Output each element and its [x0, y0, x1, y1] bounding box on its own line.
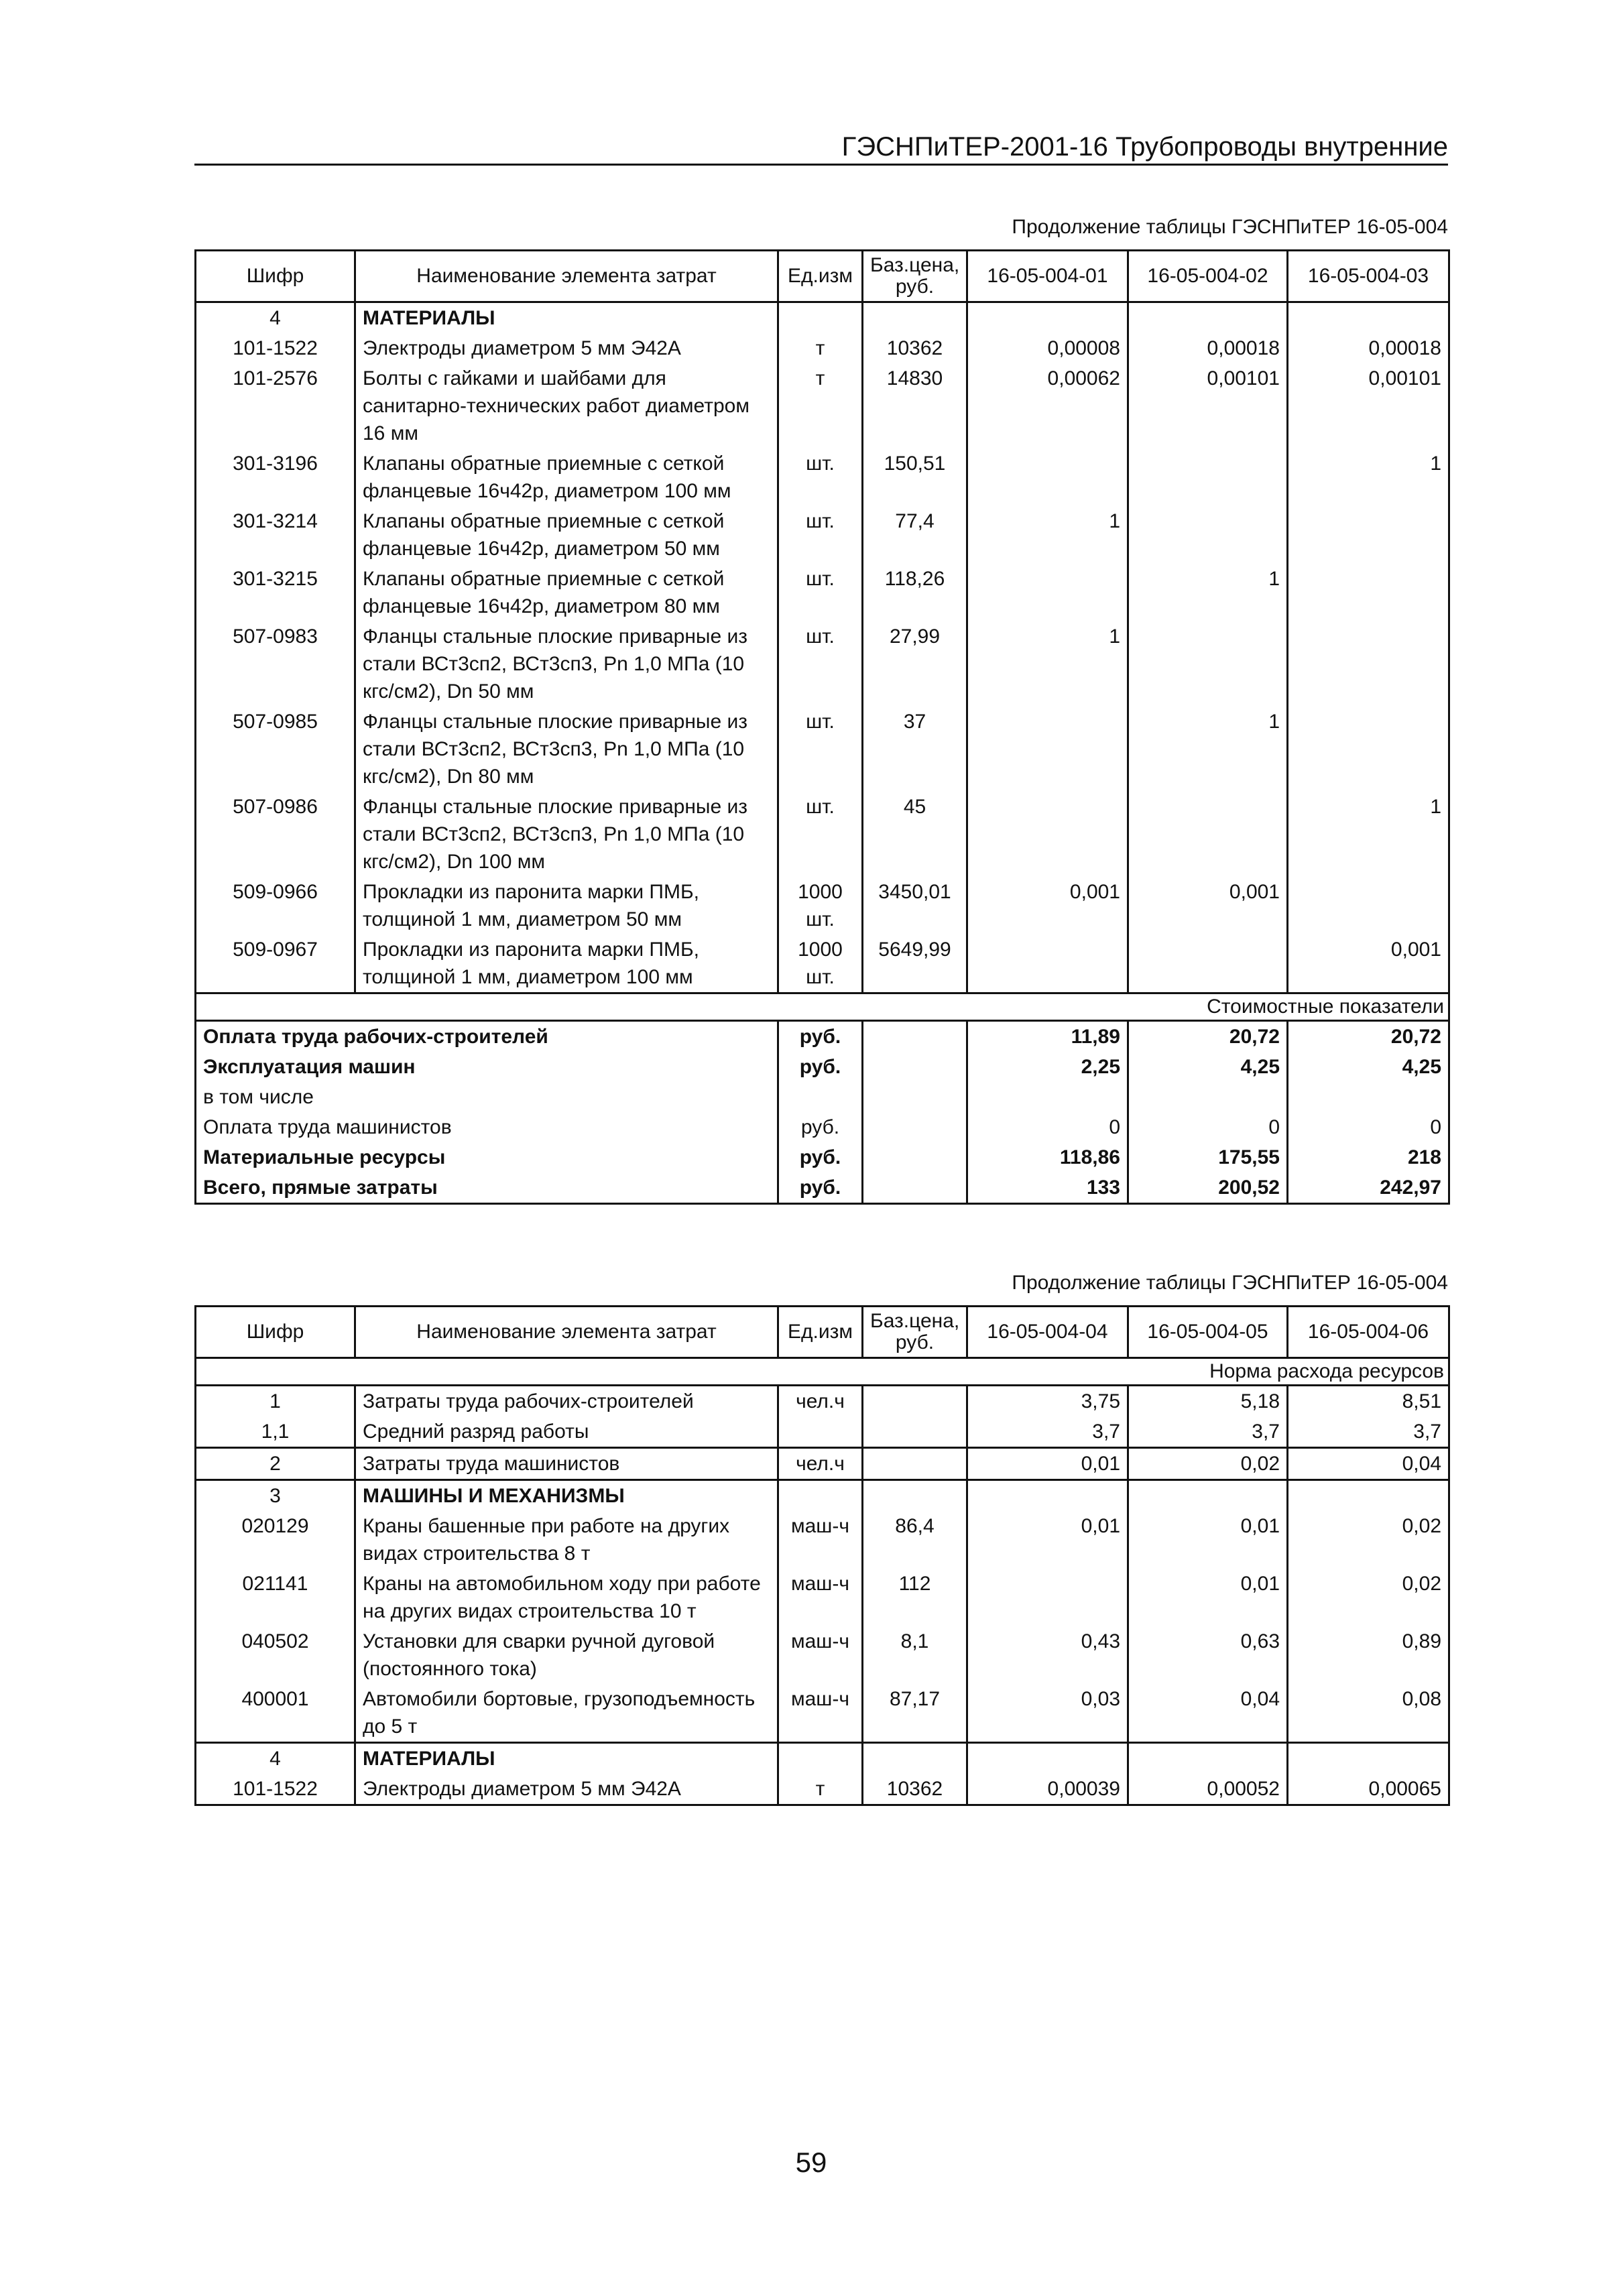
row-code: 507-0983	[196, 621, 355, 707]
cost-row	[196, 1052, 1449, 1082]
row-price: 10362	[863, 1774, 967, 1805]
row-value-2: 0,00101	[1128, 363, 1288, 448]
row-value-3: 0,02	[1288, 1511, 1449, 1569]
row-value-1: 3,7	[967, 1416, 1128, 1448]
table-row	[196, 877, 1449, 934]
row-code: 509-0967	[196, 934, 355, 993]
row-value-1	[967, 934, 1128, 993]
row-value-3: 0,00065	[1288, 1774, 1449, 1805]
row-value-3	[1288, 302, 1449, 334]
table-row	[196, 1480, 1449, 1512]
row-value-2: 5,18	[1128, 1386, 1288, 1417]
cost-value-2: 200,52	[1128, 1172, 1288, 1204]
row-price: 77,4	[863, 506, 967, 564]
row-value-3: 0,08	[1288, 1684, 1449, 1743]
col-header-name: Наименование элемента затрат	[355, 1307, 778, 1358]
table2-header-row	[196, 1307, 1449, 1358]
row-value-2	[1128, 448, 1288, 506]
row-value-1: 0,00008	[967, 333, 1128, 363]
row-value-1	[967, 1569, 1128, 1626]
row-value-3	[1288, 1480, 1449, 1512]
row-code: 400001	[196, 1684, 355, 1743]
table-row	[196, 707, 1449, 792]
row-code: 301-3196	[196, 448, 355, 506]
cost-unit: руб.	[778, 1021, 863, 1052]
table-row	[196, 1448, 1449, 1480]
page-number: 59	[795, 2147, 827, 2178]
table-row	[196, 934, 1449, 993]
row-unit	[778, 1416, 863, 1448]
col-header-v1: 16-05-004-04	[967, 1307, 1128, 1358]
cost-value-2: 4,25	[1128, 1052, 1288, 1082]
row-code: 507-0986	[196, 792, 355, 877]
row-value-2	[1128, 792, 1288, 877]
table1	[194, 249, 1450, 1205]
row-unit: маш-ч	[778, 1626, 863, 1684]
row-unit	[778, 1480, 863, 1512]
row-unit: т	[778, 333, 863, 363]
cost-value-3	[1288, 1082, 1449, 1112]
row-value-3: 0,02	[1288, 1569, 1449, 1626]
table2-banner-row	[196, 1358, 1449, 1386]
row-value-2	[1128, 621, 1288, 707]
cost-price-empty	[863, 1082, 967, 1112]
row-price: 37	[863, 707, 967, 792]
row-value-3: 8,51	[1288, 1386, 1449, 1417]
cost-value-2: 175,55	[1128, 1142, 1288, 1172]
table-row	[196, 506, 1449, 564]
table-row	[196, 621, 1449, 707]
row-unit: шт.	[778, 707, 863, 792]
row-price	[863, 1480, 967, 1512]
row-code: 4	[196, 302, 355, 334]
table-row	[196, 363, 1449, 448]
row-code: 2	[196, 1448, 355, 1480]
table-row	[196, 1386, 1449, 1417]
row-value-2: 0,001	[1128, 877, 1288, 934]
row-value-2	[1128, 506, 1288, 564]
row-unit: 1000 шт.	[778, 934, 863, 993]
row-value-2: 0,01	[1128, 1569, 1288, 1626]
cost-value-2	[1128, 1082, 1288, 1112]
row-value-1	[967, 302, 1128, 334]
row-price	[863, 302, 967, 334]
row-code: 020129	[196, 1511, 355, 1569]
col-header-price: Баз.цена, руб.	[863, 1307, 967, 1358]
row-unit: шт.	[778, 792, 863, 877]
row-unit: маш-ч	[778, 1569, 863, 1626]
table-row	[196, 792, 1449, 877]
page-header	[194, 131, 1448, 166]
row-unit: чел.ч	[778, 1448, 863, 1480]
cost-banner: Стоимостные показатели	[196, 993, 1449, 1021]
cost-value-1: 11,89	[967, 1021, 1128, 1052]
col-header-code: Шифр	[196, 251, 355, 302]
row-code: 1	[196, 1386, 355, 1417]
table-row	[196, 448, 1449, 506]
row-value-1	[967, 1743, 1128, 1774]
row-price: 112	[863, 1569, 967, 1626]
table-row	[196, 333, 1449, 363]
row-unit: маш-ч	[778, 1511, 863, 1569]
cost-unit: руб.	[778, 1172, 863, 1204]
row-value-2: 0,04	[1128, 1684, 1288, 1743]
cost-value-1: 2,25	[967, 1052, 1128, 1082]
row-value-1: 1	[967, 506, 1128, 564]
col-header-code: Шифр	[196, 1307, 355, 1358]
row-price: 10362	[863, 333, 967, 363]
row-price: 118,26	[863, 564, 967, 621]
row-value-3	[1288, 506, 1449, 564]
cost-price-empty	[863, 1172, 967, 1204]
col-header-price: Баз.цена, руб.	[863, 251, 967, 302]
row-code: 040502	[196, 1626, 355, 1684]
row-name: Клапаны обратные приемные с сеткой фланцевые 16ч42р, диаметром 50 мм	[355, 506, 778, 564]
row-name: Затраты труда рабочих-строителей	[355, 1386, 778, 1417]
row-code: 509-0966	[196, 877, 355, 934]
cost-price-empty	[863, 1112, 967, 1142]
row-name: МАШИНЫ И МЕХАНИЗМЫ	[355, 1480, 778, 1512]
table-row	[196, 1684, 1449, 1743]
row-price: 87,17	[863, 1684, 967, 1743]
row-name: Краны на автомобильном ходу при работе на других видах строительства 10 т	[355, 1569, 778, 1626]
cost-value-1	[967, 1082, 1128, 1112]
row-value-3: 0,00101	[1288, 363, 1449, 448]
row-value-2: 0,02	[1128, 1448, 1288, 1480]
cost-value-3: 242,97	[1288, 1172, 1449, 1204]
row-unit: т	[778, 1774, 863, 1805]
table-row	[196, 1626, 1449, 1684]
table-row	[196, 302, 1449, 334]
row-name: Прокладки из паронита марки ПМБ, толщиной 1 мм, диаметром 100 мм	[355, 934, 778, 993]
cost-unit: руб.	[778, 1112, 863, 1142]
row-unit: т	[778, 363, 863, 448]
row-price: 8,1	[863, 1626, 967, 1684]
row-name: Болты с гайками и шайбами для санитарно-технических работ диаметром 16 мм	[355, 363, 778, 448]
cost-row	[196, 1172, 1449, 1204]
row-value-2: 0,01	[1128, 1511, 1288, 1569]
row-price: 5649,99	[863, 934, 967, 993]
row-name: Автомобили бортовые, грузоподъемность до 5 т	[355, 1684, 778, 1743]
cost-unit: руб.	[778, 1142, 863, 1172]
table2	[194, 1305, 1450, 1806]
row-value-1: 0,03	[967, 1684, 1128, 1743]
table2-caption: Продолжение таблицы ГЭСНПиТЕР 16-05-004	[1012, 1272, 1448, 1294]
row-unit: шт.	[778, 448, 863, 506]
cost-value-3: 218	[1288, 1142, 1449, 1172]
row-unit: шт.	[778, 506, 863, 564]
row-name: Электроды диаметром 5 мм Э42А	[355, 1774, 778, 1805]
row-value-1: 0,01	[967, 1448, 1128, 1480]
row-value-1: 1	[967, 621, 1128, 707]
cost-unit	[778, 1082, 863, 1112]
col-header-unit: Ед.изм	[778, 1307, 863, 1358]
row-name: Фланцы стальные плоские приварные из стали ВСт3сп2, ВСт3сп3, Рn 1,0 МПа (10 кгс/см2), Dn 80 мм	[355, 707, 778, 792]
row-name: Прокладки из паронита марки ПМБ, толщиной 1 мм, диаметром 50 мм	[355, 877, 778, 934]
row-value-1: 0,00062	[967, 363, 1128, 448]
row-value-2	[1128, 302, 1288, 334]
row-name: Клапаны обратные приемные с сеткой фланцевые 16ч42р, диаметром 100 мм	[355, 448, 778, 506]
table-row	[196, 1743, 1449, 1774]
row-name: Краны башенные при работе на других видах строительства 8 т	[355, 1511, 778, 1569]
cost-value-1: 118,86	[967, 1142, 1128, 1172]
table1-header-row	[196, 251, 1449, 302]
col-header-v2: 16-05-004-05	[1128, 1307, 1288, 1358]
cost-label: Эксплуатация машин	[196, 1052, 778, 1082]
row-price: 3450,01	[863, 877, 967, 934]
row-code: 301-3214	[196, 506, 355, 564]
row-value-3	[1288, 621, 1449, 707]
cost-value-3: 20,72	[1288, 1021, 1449, 1052]
row-price	[863, 1386, 967, 1417]
row-name: Установки для сварки ручной дуговой (постоянного тока)	[355, 1626, 778, 1684]
row-name: Фланцы стальные плоские приварные из стали ВСт3сп2, ВСт3сп3, Рn 1,0 МПа (10 кгс/см2), Dn 100 мм	[355, 792, 778, 877]
row-value-1: 0,001	[967, 877, 1128, 934]
row-value-3: 1	[1288, 792, 1449, 877]
row-value-2	[1128, 934, 1288, 993]
row-unit: чел.ч	[778, 1386, 863, 1417]
row-value-3: 0,89	[1288, 1626, 1449, 1684]
row-code: 1,1	[196, 1416, 355, 1448]
row-value-3	[1288, 564, 1449, 621]
row-price: 27,99	[863, 621, 967, 707]
row-value-1	[967, 564, 1128, 621]
row-price	[863, 1743, 967, 1774]
cost-value-2: 0	[1128, 1112, 1288, 1142]
cost-value-3: 0	[1288, 1112, 1449, 1142]
col-header-v3: 16-05-004-06	[1288, 1307, 1449, 1358]
table-row	[196, 1511, 1449, 1569]
row-name: Электроды диаметром 5 мм Э42А	[355, 333, 778, 363]
row-unit: 1000 шт.	[778, 877, 863, 934]
row-code: 101-1522	[196, 1774, 355, 1805]
row-value-1: 0,01	[967, 1511, 1128, 1569]
col-header-v2: 16-05-004-02	[1128, 251, 1288, 302]
row-code: 4	[196, 1743, 355, 1774]
row-code: 3	[196, 1480, 355, 1512]
row-value-3	[1288, 707, 1449, 792]
row-price: 150,51	[863, 448, 967, 506]
table1-caption: Продолжение таблицы ГЭСНПиТЕР 16-05-004	[1012, 216, 1448, 238]
row-value-1	[967, 707, 1128, 792]
row-name: Фланцы стальные плоские приварные из стали ВСт3сп2, ВСт3сп3, Рn 1,0 МПа (10 кгс/см2), Dn 50 мм	[355, 621, 778, 707]
cost-value-2: 20,72	[1128, 1021, 1288, 1052]
table-row	[196, 1569, 1449, 1626]
cost-value-1: 133	[967, 1172, 1128, 1204]
row-name: Клапаны обратные приемные с сеткой фланцевые 16ч42р, диаметром 80 мм	[355, 564, 778, 621]
table-row	[196, 564, 1449, 621]
row-value-1: 0,43	[967, 1626, 1128, 1684]
row-value-2: 0,63	[1128, 1626, 1288, 1684]
cost-row	[196, 1021, 1449, 1052]
row-value-3: 0,04	[1288, 1448, 1449, 1480]
cost-banner-row	[196, 993, 1449, 1021]
row-value-1: 3,75	[967, 1386, 1128, 1417]
row-value-3: 0,001	[1288, 934, 1449, 993]
row-price: 45	[863, 792, 967, 877]
cost-row	[196, 1082, 1449, 1112]
row-unit	[778, 1743, 863, 1774]
row-value-2: 3,7	[1128, 1416, 1288, 1448]
row-price: 86,4	[863, 1511, 967, 1569]
row-unit	[778, 302, 863, 334]
cost-row	[196, 1142, 1449, 1172]
col-header-v3: 16-05-004-03	[1288, 251, 1449, 302]
cost-price-empty	[863, 1021, 967, 1052]
table-row	[196, 1416, 1449, 1448]
row-code: 507-0985	[196, 707, 355, 792]
row-code: 101-2576	[196, 363, 355, 448]
header-title: ГЭСНПиТЕР-2001-16 Трубопроводы внутренние	[841, 132, 1448, 162]
cost-price-empty	[863, 1142, 967, 1172]
col-header-v1: 16-05-004-01	[967, 251, 1128, 302]
row-value-1	[967, 1480, 1128, 1512]
row-value-2: 1	[1128, 564, 1288, 621]
cost-row	[196, 1112, 1449, 1142]
row-price: 14830	[863, 363, 967, 448]
cost-value-3: 4,25	[1288, 1052, 1449, 1082]
row-value-3	[1288, 877, 1449, 934]
row-value-1	[967, 792, 1128, 877]
row-price	[863, 1448, 967, 1480]
col-header-name: Наименование элемента затрат	[355, 251, 778, 302]
row-value-2	[1128, 1743, 1288, 1774]
row-value-3	[1288, 1743, 1449, 1774]
row-name: Средний разряд работы	[355, 1416, 778, 1448]
row-name: МАТЕРИАЛЫ	[355, 302, 778, 334]
row-value-3: 3,7	[1288, 1416, 1449, 1448]
cost-label: Материальные ресурсы	[196, 1142, 778, 1172]
cost-unit: руб.	[778, 1052, 863, 1082]
cost-value-1: 0	[967, 1112, 1128, 1142]
row-name: МАТЕРИАЛЫ	[355, 1743, 778, 1774]
row-name: Затраты труда машинистов	[355, 1448, 778, 1480]
cost-label: Всего, прямые затраты	[196, 1172, 778, 1204]
row-code: 301-3215	[196, 564, 355, 621]
cost-label: Оплата труда рабочих-строителей	[196, 1021, 778, 1052]
row-value-1	[967, 448, 1128, 506]
row-value-2: 0,00052	[1128, 1774, 1288, 1805]
row-price	[863, 1416, 967, 1448]
row-code: 021141	[196, 1569, 355, 1626]
row-value-2	[1128, 1480, 1288, 1512]
row-unit: шт.	[778, 564, 863, 621]
cost-label: Оплата труда машинистов	[196, 1112, 778, 1142]
row-value-3: 0,00018	[1288, 333, 1449, 363]
col-header-unit: Ед.изм	[778, 251, 863, 302]
row-value-2: 1	[1128, 707, 1288, 792]
row-value-1: 0,00039	[967, 1774, 1128, 1805]
table-row	[196, 1774, 1449, 1805]
norm-banner: Норма расхода ресурсов	[196, 1358, 1449, 1386]
cost-price-empty	[863, 1052, 967, 1082]
row-unit: маш-ч	[778, 1684, 863, 1743]
row-value-2: 0,00018	[1128, 333, 1288, 363]
cost-label: в том числе	[196, 1082, 778, 1112]
row-unit: шт.	[778, 621, 863, 707]
row-code: 101-1522	[196, 333, 355, 363]
row-value-3: 1	[1288, 448, 1449, 506]
